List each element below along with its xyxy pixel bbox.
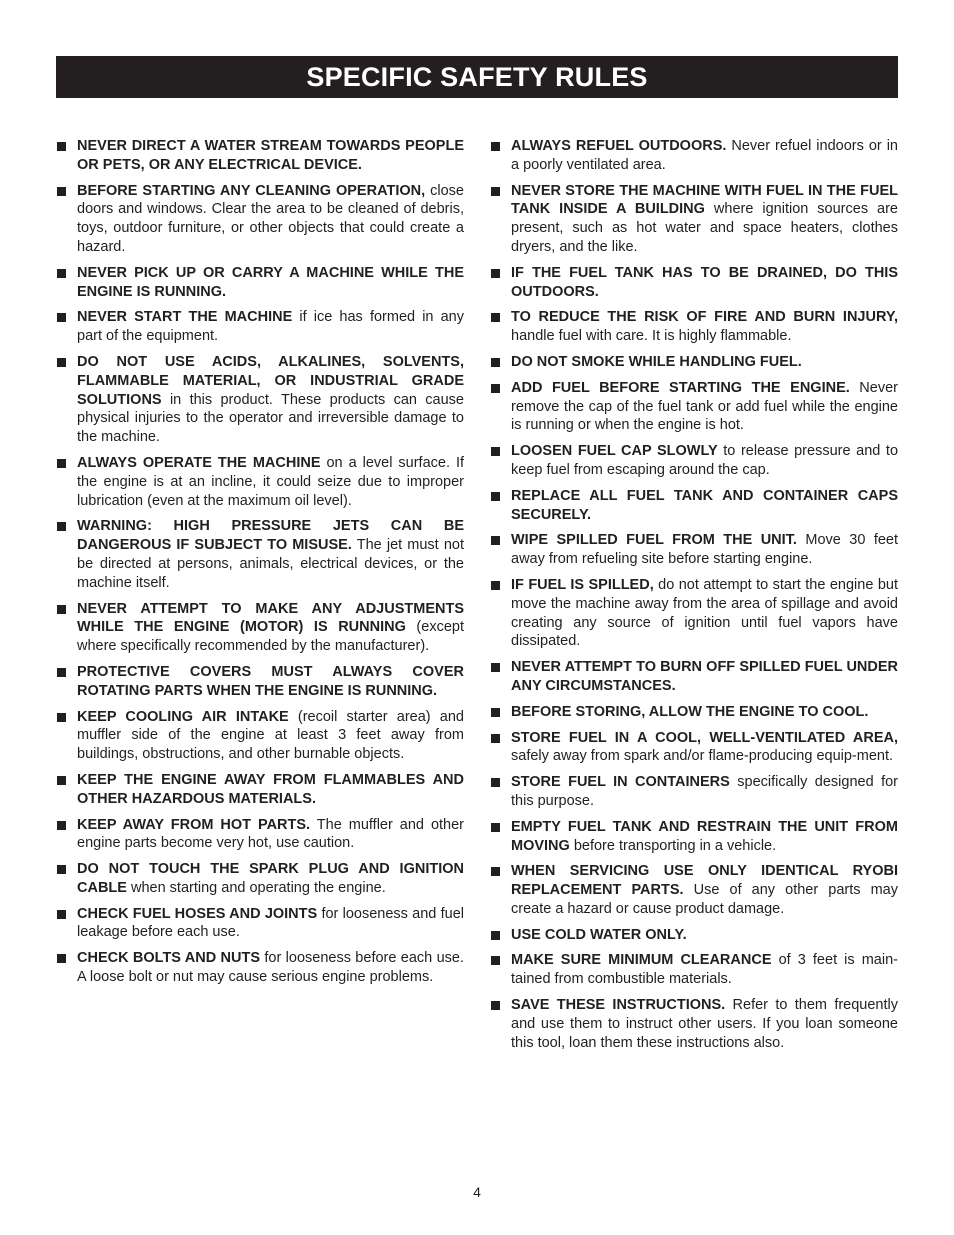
square-bullet-icon xyxy=(491,931,500,940)
square-bullet-icon xyxy=(57,269,66,278)
rule-text: if ice has formed in any part of the equipment. xyxy=(77,309,464,345)
rule-heading: CHECK BOLTS AND NUTS xyxy=(77,950,261,967)
right-column xyxy=(490,137,898,1059)
safety-rule xyxy=(490,531,898,569)
square-bullet-icon xyxy=(491,536,500,545)
rule-heading: DO NOT TOUCH THE SPARK PLUG AND IGNITION CABLE xyxy=(77,861,464,896)
safety-rule xyxy=(490,658,898,696)
safety-rule xyxy=(490,996,898,1052)
square-bullet-icon xyxy=(57,459,66,468)
safety-rule xyxy=(490,951,898,989)
rule-heading: DO NOT USE ACIDS, ALKALINES, SOLVENTS, FLAMMABLE MATERIAL, OR INDUSTRIAL GRADE SOLUTIONS xyxy=(77,353,464,408)
square-bullet-icon xyxy=(491,187,500,196)
square-bullet-icon xyxy=(491,734,500,743)
rule-text: (except where specifically recommended by the manufacturer). xyxy=(77,619,464,655)
safety-rule xyxy=(490,353,898,372)
square-bullet-icon xyxy=(491,708,500,717)
rule-heading: ADD FUEL BEFORE STARTING THE ENGINE. xyxy=(511,379,850,396)
rule-text: do not attempt to start the engine but move the machine away from the area of spillage and avoid creating any source of ignition until fuel vapors have dissipated. xyxy=(511,576,898,650)
rule-text: safely away from spark and/or flame-producing equip-ment. xyxy=(511,748,894,765)
rule-heading: TO REDUCE THE RISK OF FIRE AND BURN INJURY, xyxy=(511,309,898,326)
safety-rule xyxy=(490,442,898,480)
safety-rule xyxy=(490,773,898,811)
square-bullet-icon xyxy=(57,821,66,830)
rule-heading: STORE FUEL IN CONTAINERS xyxy=(511,774,730,791)
square-bullet-icon xyxy=(491,823,500,832)
rule-heading: BEFORE STORING, ALLOW THE ENGINE TO COOL. xyxy=(511,703,869,720)
square-bullet-icon xyxy=(57,713,66,722)
square-bullet-icon xyxy=(491,447,500,456)
rule-heading: NEVER PICK UP OR CARRY A MACHINE WHILE THE ENGINE IS RUNNING. xyxy=(77,264,464,300)
square-bullet-icon xyxy=(57,358,66,367)
safety-rule xyxy=(490,487,898,525)
rule-heading: EMPTY FUEL TANK AND RESTRAIN THE UNIT FROM MOVING xyxy=(511,818,898,854)
square-bullet-icon xyxy=(491,956,500,965)
safety-rule xyxy=(56,663,464,701)
square-bullet-icon xyxy=(491,867,500,876)
rule-heading: KEEP COOLING AIR INTAKE xyxy=(77,708,289,725)
safety-rule xyxy=(56,454,464,510)
safety-rule xyxy=(56,708,464,764)
square-bullet-icon xyxy=(57,776,66,785)
square-bullet-icon xyxy=(491,581,500,590)
rule-text: specifically designed for this purpose. xyxy=(511,774,898,809)
rule-text: for looseness before each use. A loose bolt or nut may cause serious engine problems. xyxy=(77,950,464,986)
safety-rule xyxy=(56,137,464,175)
safety-rule xyxy=(490,308,898,346)
rule-text: where ignition sources are present, such as hot water and space heaters, clothes dryers, and the like. xyxy=(511,201,898,255)
rule-text: close doors and windows. Clear the area to be cleaned of debris, toys, outdoor furniture, or other objects that could create a hazard. xyxy=(77,182,464,255)
safety-rule xyxy=(490,576,898,651)
rule-heading: KEEP THE ENGINE AWAY FROM FLAMMABLES AND OTHER HAZARDOUS MATERIALS. xyxy=(77,771,464,807)
safety-rule xyxy=(56,517,464,592)
rule-text: when starting and operating the engine. xyxy=(126,879,386,896)
rule-text: for looseness and fuel leakage before each use. xyxy=(77,905,464,941)
square-bullet-icon xyxy=(491,142,500,151)
safety-rule xyxy=(490,862,898,918)
title-bar xyxy=(56,56,898,98)
rule-text: before transporting in a vehicle. xyxy=(569,837,777,854)
rule-text: (recoil starter area) and muffler side of the engine at least 3 feet away from buildings, obstructions, and other burnable objects. xyxy=(77,708,464,763)
rule-heading: REPLACE ALL FUEL TANK AND CONTAINER CAPS SECURELY. xyxy=(511,487,898,523)
rule-heading: SAVE THESE INSTRUCTIONS. xyxy=(511,997,726,1014)
rule-text: handle fuel with care. It is highly flammable. xyxy=(511,328,792,345)
safety-rule xyxy=(490,818,898,856)
rule-heading: IF FUEL IS SPILLED, xyxy=(511,576,654,593)
page-title: SPECIFIC SAFETY RULES xyxy=(306,61,648,92)
square-bullet-icon xyxy=(491,358,500,367)
rule-heading: MAKE SURE MINIMUM CLEARANCE xyxy=(511,952,772,969)
rule-text: Move 30 feet away from refueling site before starting engine. xyxy=(511,532,898,568)
rule-heading: LOOSEN FUEL CAP SLOWLY xyxy=(511,443,718,460)
safety-rule xyxy=(490,729,898,767)
safety-rule xyxy=(56,600,464,656)
rule-heading: ALWAYS OPERATE THE MACHINE xyxy=(77,454,321,471)
rule-text: to release pressure and to keep fuel from escaping around the cap. xyxy=(511,443,899,478)
safety-rule xyxy=(490,703,898,722)
rule-text: Never remove the cap of the fuel tank or add fuel while the engine is running or when the engine is hot. xyxy=(511,379,898,434)
square-bullet-icon xyxy=(57,865,66,874)
rule-heading: CHECK FUEL HOSES AND JOINTS xyxy=(77,905,318,922)
rule-heading: STORE FUEL IN A COOL, WELL-VENTILATED AREA, xyxy=(511,729,898,746)
square-bullet-icon xyxy=(57,910,66,919)
safety-rule xyxy=(56,905,464,943)
rule-text: Refer to them frequently and use them to instruct other users. If you loan someone this tool, loan them these instructions also. xyxy=(511,997,898,1051)
rule-heading: IF THE FUEL TANK HAS TO BE DRAINED, DO THIS OUTDOORS. xyxy=(511,264,898,300)
safety-rule xyxy=(56,308,464,346)
square-bullet-icon xyxy=(57,668,66,677)
rule-heading: NEVER STORE THE MACHINE WITH FUEL IN THE FUEL TANK INSIDE A BUILDING xyxy=(511,182,898,218)
square-bullet-icon xyxy=(491,1001,500,1010)
safety-rule xyxy=(56,182,464,257)
rule-heading: NEVER DIRECT A WATER STREAM TOWARDS PEOPLE OR PETS, OR ANY ELECTRICAL DEVICE. xyxy=(77,138,464,173)
rule-heading: PROTECTIVE COVERS MUST ALWAYS COVER ROTATING PARTS WHEN THE ENGINE IS RUNNING. xyxy=(77,663,464,699)
square-bullet-icon xyxy=(57,187,66,196)
rule-heading: WIPE SPILLED FUEL FROM THE UNIT. xyxy=(511,532,797,549)
square-bullet-icon xyxy=(57,954,66,963)
rule-heading: DO NOT SMOKE WHILE HANDLING FUEL. xyxy=(511,353,802,370)
rule-text: The jet must not be directed at persons, animals, electrical devices, or the machine itself. xyxy=(77,537,465,591)
rule-text: on a level surface. If the engine is at an incline, it could seize due to improper lubrication (even at the maximum oil level). xyxy=(77,454,464,509)
rule-heading: BEFORE STARTING ANY CLEANING OPERATION, xyxy=(77,182,426,199)
left-column xyxy=(56,137,464,994)
rule-text: The muffler and other engine parts become very hot, use caution. xyxy=(77,816,464,852)
rule-heading: WARNING: HIGH PRESSURE JETS CAN BE DANGEROUS IF SUBJECT TO MISUSE. xyxy=(77,518,464,554)
square-bullet-icon xyxy=(57,142,66,151)
rule-text: Use of any other parts may create a hazard or cause product damage. xyxy=(511,882,898,917)
safety-rule xyxy=(490,182,898,257)
square-bullet-icon xyxy=(491,269,500,278)
safety-rule xyxy=(56,949,464,987)
safety-rule xyxy=(490,379,898,435)
rule-heading: NEVER START THE MACHINE xyxy=(77,309,293,326)
rule-heading: USE COLD WATER ONLY. xyxy=(511,926,687,943)
square-bullet-icon xyxy=(57,313,66,322)
rule-text: Never refuel indoors or in a poorly ventilated area. xyxy=(511,138,898,173)
square-bullet-icon xyxy=(491,663,500,672)
safety-rule xyxy=(490,264,898,302)
rule-text: of 3 feet is main-tained from combustible materials. xyxy=(511,952,898,988)
safety-rule xyxy=(56,771,464,809)
rule-heading: KEEP AWAY FROM HOT PARTS. xyxy=(77,816,311,833)
square-bullet-icon xyxy=(491,778,500,787)
square-bullet-icon xyxy=(491,384,500,393)
page-number: 4 xyxy=(473,1184,481,1200)
safety-rule xyxy=(56,816,464,854)
rule-heading: NEVER ATTEMPT TO BURN OFF SPILLED FUEL UNDER ANY CIRCUMSTANCES. xyxy=(511,659,898,694)
safety-rule xyxy=(490,137,898,175)
safety-rule xyxy=(490,926,898,945)
square-bullet-icon xyxy=(57,522,66,531)
square-bullet-icon xyxy=(57,605,66,614)
safety-rule xyxy=(56,860,464,898)
safety-rule xyxy=(56,353,464,447)
rule-heading: WHEN SERVICING USE ONLY IDENTICAL RYOBI REPLACEMENT PARTS. xyxy=(511,863,898,899)
rule-heading: NEVER ATTEMPT TO MAKE ANY ADJUSTMENTS WHILE THE ENGINE (MOTOR) IS RUNNING xyxy=(77,600,464,636)
square-bullet-icon xyxy=(491,492,500,501)
square-bullet-icon xyxy=(491,313,500,322)
safety-rule xyxy=(56,264,464,302)
rule-text: in this product. These products can cause physical injuries to the operator and irreversible damage to the machine. xyxy=(77,391,464,446)
rule-heading: ALWAYS REFUEL OUTDOORS. xyxy=(511,138,727,154)
